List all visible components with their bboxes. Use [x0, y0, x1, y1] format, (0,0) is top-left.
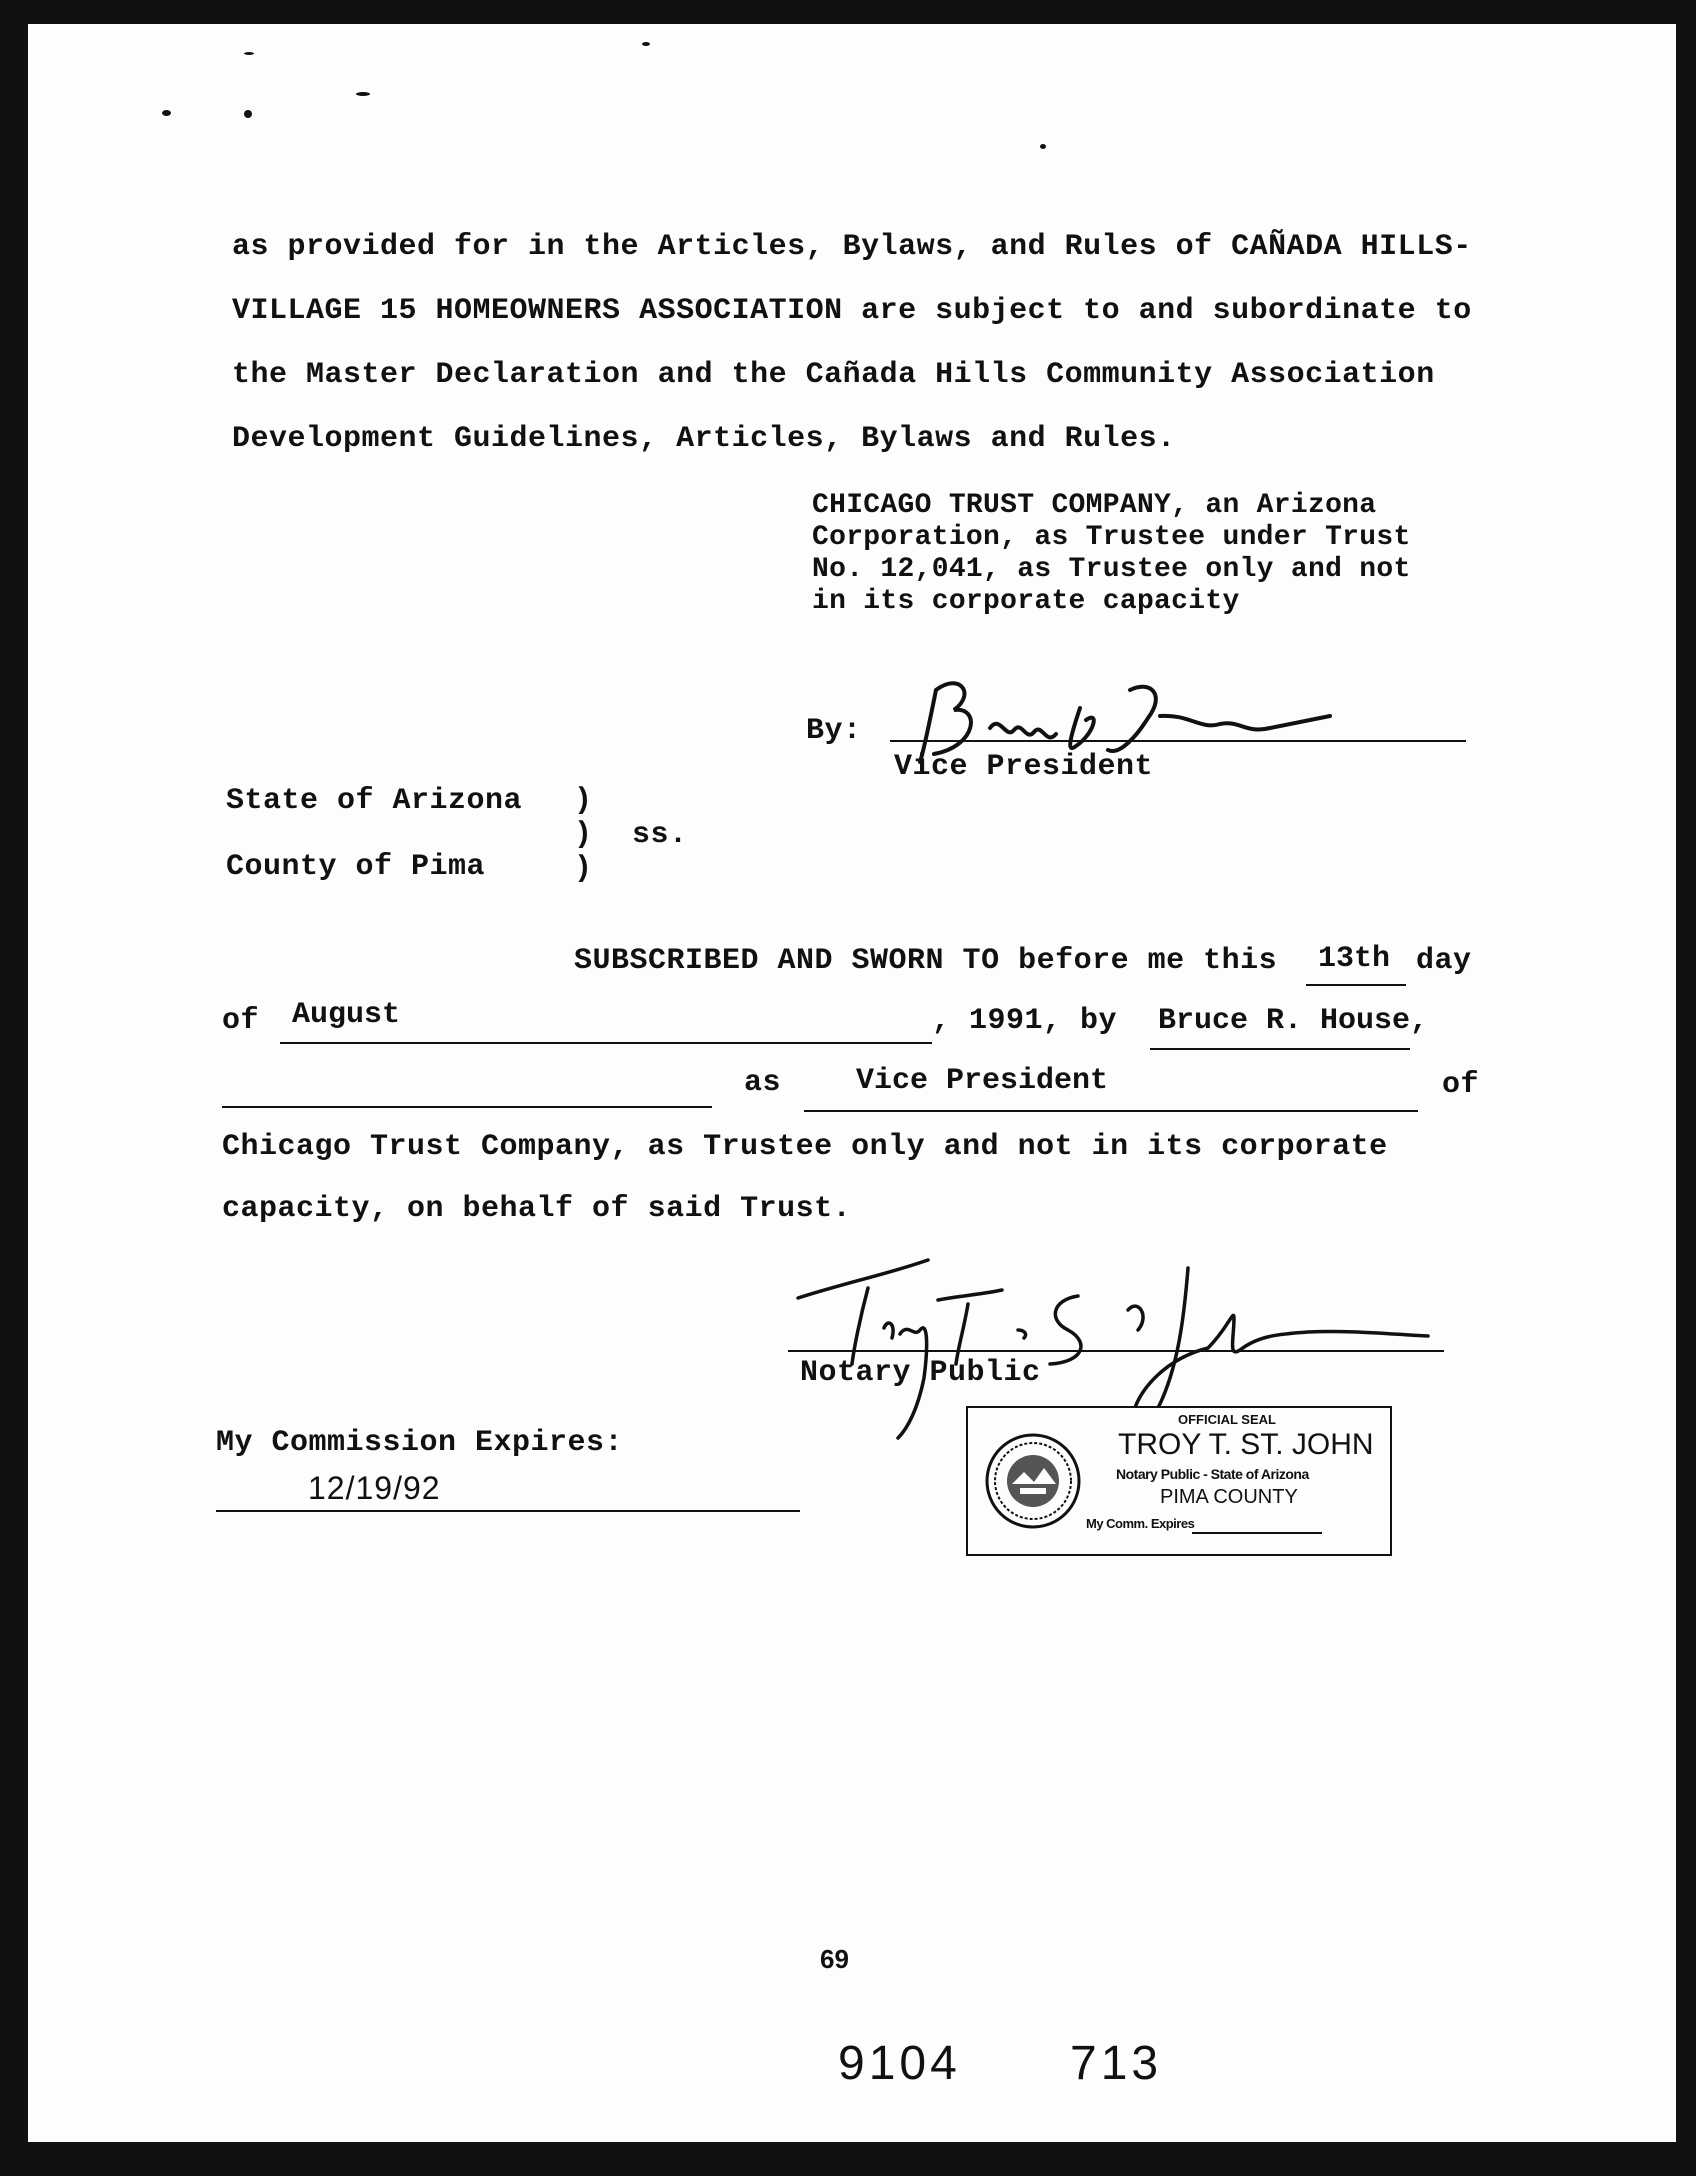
doc-number-left: 9104 — [838, 2037, 961, 2090]
notary-label: Notary Public — [800, 1356, 1041, 1390]
venue-county: County of Pima — [226, 850, 486, 884]
jurat-year-text: , 1991, by — [932, 1004, 1118, 1038]
jurat-of-label: of — [222, 1004, 260, 1038]
by-label: By: — [806, 714, 862, 748]
body-text-line: the Master Declaration and the Cañada Hills Community Association — [232, 358, 1435, 392]
venue-paren: ) — [574, 852, 593, 886]
seal-expires-blank — [1192, 1532, 1322, 1534]
jurat-line-5: capacity, on behalf of said Trust. — [222, 1192, 852, 1226]
doc-number-right: 713 — [1070, 2037, 1163, 2090]
jurat-month: August — [292, 998, 401, 1032]
state-seal-icon — [984, 1432, 1082, 1530]
trustee-text-line: CHICAGO TRUST COMPANY, an Arizona — [812, 490, 1377, 521]
commission-label: My Commission Expires: — [216, 1426, 624, 1460]
venue-paren: ) — [574, 784, 593, 818]
scan-speck — [1040, 144, 1046, 149]
trustee-title: Vice President — [894, 750, 1154, 784]
trustee-text-line: in its corporate capacity — [812, 586, 1240, 617]
page-number: 69 — [820, 1944, 849, 1974]
seal-notary-name: TROY T. ST. JOHN — [1118, 1428, 1374, 1461]
seal-expires: My Comm. Expires — [1086, 1516, 1195, 1531]
jurat-line-1: SUBSCRIBED AND SWORN TO before me this — [574, 944, 1278, 978]
seal-county: PIMA COUNTY — [1160, 1486, 1298, 1508]
jurat-day: 13th — [1318, 942, 1391, 976]
scan-speck — [356, 92, 370, 96]
jurat-day-word: day — [1416, 944, 1472, 978]
trustee-text-line: No. 12,041, as Trustee only and not — [812, 554, 1411, 585]
venue-state: State of Arizona — [226, 784, 523, 818]
official-seal-stamp — [966, 1406, 1392, 1556]
venue-paren: ) — [574, 818, 593, 852]
jurat-as-label: as — [744, 1066, 782, 1100]
body-text-line: Development Guidelines, Articles, Bylaws and Rules. — [232, 422, 1176, 456]
jurat-name: Bruce R. House, — [1158, 1004, 1429, 1038]
blank-line — [222, 1106, 712, 1108]
jurat-line-4: Chicago Trust Company, as Trustee only and not in its corporate — [222, 1130, 1388, 1164]
scan-speck — [244, 52, 254, 55]
commission-date-line — [216, 1510, 800, 1512]
venue-ss: ss. — [632, 818, 688, 852]
jurat-of-word: of — [1442, 1068, 1480, 1102]
month-blank — [280, 1042, 932, 1044]
scan-speck — [642, 42, 650, 46]
document-page — [28, 24, 1676, 2142]
name-blank — [1150, 1048, 1410, 1050]
title-blank — [804, 1110, 1418, 1112]
scan-speck — [162, 110, 171, 116]
body-text-line: as provided for in the Articles, Bylaws, and Rules of CAÑADA HILLS- — [232, 230, 1472, 264]
body-text-line: VILLAGE 15 HOMEOWNERS ASSOCIATION are subject to and subordinate to — [232, 294, 1472, 328]
jurat-title: Vice President — [856, 1064, 1109, 1098]
seal-notary-title: Notary Public - State of Arizona — [1116, 1466, 1309, 1482]
trustee-text-line: Corporation, as Trustee under Trust — [812, 522, 1411, 553]
seal-heading: OFFICIAL SEAL — [1178, 1412, 1276, 1427]
scan-speck — [244, 110, 252, 118]
day-blank — [1306, 984, 1406, 986]
commission-date: 12/19/92 — [308, 1470, 441, 1506]
